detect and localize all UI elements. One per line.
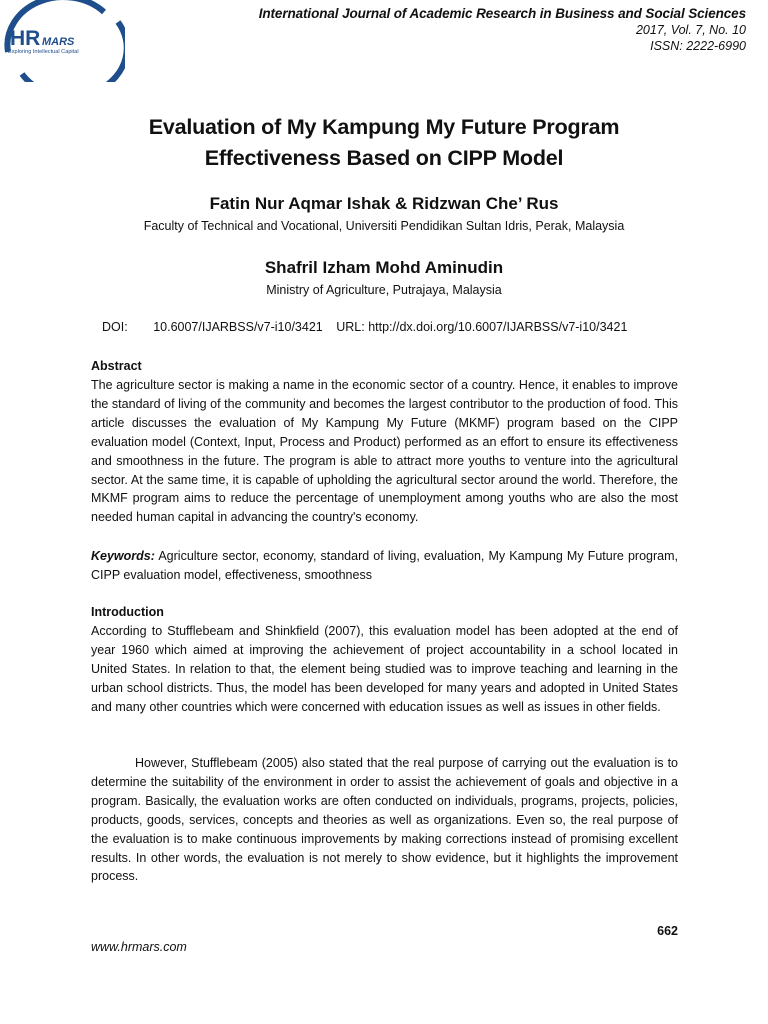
url-value[interactable]: http://dx.doi.org/10.6007/IJARBSS/v7-i10/3421	[368, 320, 628, 334]
author-names-2: Shafril Izham Mohd Aminudin	[264, 258, 504, 277]
keywords	[91, 547, 678, 585]
hrmars-logo	[0, 0, 125, 82]
keywords-label: Keywords:	[91, 549, 155, 563]
abstract-text: The agriculture sector is making a name in the economic sector of a country. Hence, it enables to improve the standard of living of the community and becomes the largest contributor to the production of food. This article discusses the evaluation of My Kampung My Future (MKMF) program based on the CIPP evaluation model (Context, Input, Process and Product) performed as an effort to ensure its effectiveness and smoothness in the future. The program is able to attract more youths to venture into the agricultural sector. At the same time, it is capable of upholding the agricultural sector around the world. Therefore, the MKMF program aims to reduce the percentage of unemployment among youths who are also the most needed human capital in advancing the country's economy.	[91, 378, 678, 525]
journal-volume: 2017, Vol. 7, No. 10	[635, 23, 746, 37]
doi-value[interactable]: 10.6007/IJARBSS/v7-i10/3421	[153, 320, 323, 334]
abstract-heading: Abstract	[91, 359, 142, 373]
doi-label: DOI:	[102, 320, 128, 334]
logo-text-main: HR	[10, 27, 41, 50]
journal-header	[259, 6, 746, 53]
logo-tagline: Exploring Intellectual Capital	[8, 49, 79, 55]
website-link[interactable]: www.hrmars.com	[91, 940, 187, 954]
doi-line	[90, 320, 678, 334]
introduction-heading: Introduction	[91, 605, 164, 619]
url-label: URL:	[336, 320, 365, 334]
logo-text-sub: MARS	[42, 36, 75, 48]
page-number: 662	[657, 924, 678, 938]
journal-name: International Journal of Academic Research in Business and Social Sciences	[258, 6, 746, 21]
journal-issn: ISSN: 2222-6990	[650, 39, 746, 53]
author-affiliation-2: Ministry of Agriculture, Putrajaya, Malaysia	[266, 283, 502, 297]
author-names-1: Fatin Nur Aqmar Ishak & Ridzwan Che’ Rus	[209, 194, 559, 213]
paper-title	[90, 112, 678, 174]
title-line-2: Effectiveness Based on CIPP Model	[204, 146, 564, 170]
intro-paragraph-1: According to Stufflebeam and Shinkfield (2007), this evaluation model has been adopted at the end of year 1960 which aimed at improving the achievement of project accountability in a school located in United States. In relation to that, the element being studied was to improve teaching and learning in the urban school districts. Thus, the model has been developed for many years and adopted in United States and many other countries which were concerned with education issues as well as issues in other fields.	[91, 624, 678, 714]
keywords-text: Agriculture sector, economy, standard of living, evaluation, My Kampung My Future program, CIPP evaluation model, effectiveness, smoothness	[91, 549, 678, 582]
title-line-1: Evaluation of My Kampung My Future Program	[148, 115, 620, 139]
author-affiliation-1: Faculty of Technical and Vocational, Universiti Pendidikan Sultan Idris, Perak, Malaysia	[143, 219, 625, 233]
intro-paragraph-2: However, Stufflebeam (2005) also stated that the real purpose of carrying out the evaluation is to determine the suitability of the environment in order to assist the achievement of goals and objective in a program. Basically, the evaluation works are often conducted on individuals, programs, projects, policies, products, goods, services, concepts and theories as well as organizations. Even so, the real purpose of the evaluation is to make continuous improvements by making corrections instead of promising excellent results. In other words, the evaluation is not merely to show evidence, but it highlights the improvement process.	[91, 756, 678, 884]
